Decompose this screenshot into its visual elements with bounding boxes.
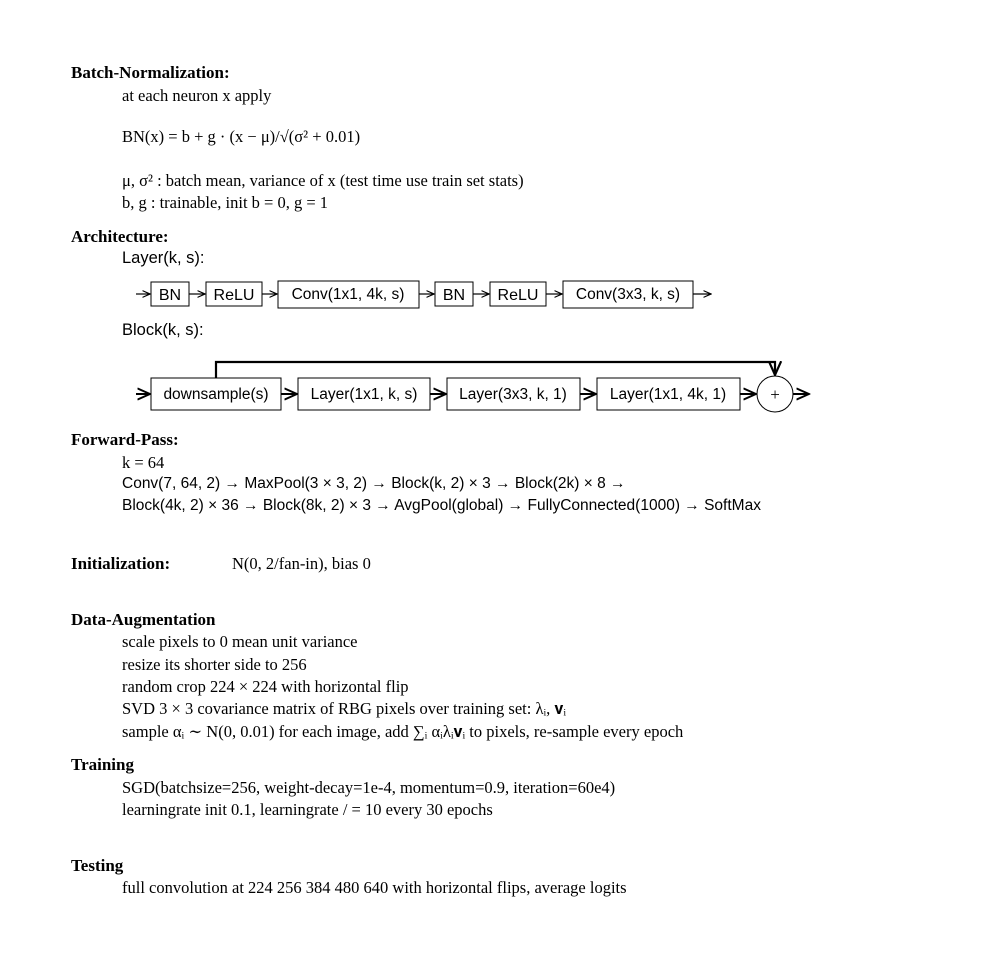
layer-box-label-relu-1: ReLU bbox=[213, 287, 255, 304]
layer-diagram bbox=[136, 281, 711, 308]
augmentation-line: SVD 3 × 3 covariance matrix of RBG pixels over training set: λᵢ, 𝐯ᵢ bbox=[122, 699, 567, 718]
augmentation-heading: Data-Augmentation bbox=[71, 610, 216, 629]
layer-box-label-bn-1: BN bbox=[158, 287, 182, 304]
augmentation-line: resize its shorter side to 256 bbox=[122, 655, 307, 674]
block-def-label: Block(k, s): bbox=[122, 321, 204, 339]
block-skip-connection bbox=[216, 362, 775, 378]
training-heading: Training bbox=[71, 755, 134, 774]
block-box-label-layer3: Layer(1x1, 4k, 1) bbox=[609, 386, 727, 403]
training-line: learningrate init 0.1, learningrate / = 10 every 30 epochs bbox=[122, 800, 493, 819]
forward-line3: Block(4k, 2) × 36 → Block(8k, 2) × 3 → AvgPool(global) → FullyConnected(1000) → SoftMax bbox=[122, 497, 761, 514]
layer-box-label-relu-2: ReLU bbox=[497, 287, 539, 304]
block-box-label-layer2: Layer(3x3, k, 1) bbox=[459, 386, 567, 403]
architecture-heading: Architecture: bbox=[71, 227, 169, 246]
initialization-value: N(0, 2/fan-in), bias 0 bbox=[232, 554, 371, 573]
augmentation-line: scale pixels to 0 mean unit variance bbox=[122, 632, 358, 651]
block-diagram bbox=[136, 362, 809, 412]
layer-def-label: Layer(k, s): bbox=[122, 249, 205, 267]
layer-box-label-conv3x3: Conv(3x3, k, s) bbox=[575, 286, 681, 303]
augmentation-line: random crop 224 × 224 with horizontal flip bbox=[122, 677, 409, 696]
layer-box-label-conv1x1: Conv(1x1, 4k, s) bbox=[291, 286, 405, 303]
initialization-heading: Initialization: bbox=[71, 554, 171, 573]
batchnorm-line2: μ, σ² : batch mean, variance of x (test time use train set stats) bbox=[122, 171, 524, 190]
testing-heading: Testing bbox=[71, 856, 124, 875]
batchnorm-formula: BN(x) = b + g · (x − μ)/√(σ² + 0.01) bbox=[122, 127, 361, 146]
block-box-label-layer1: Layer(1x1, k, s) bbox=[310, 386, 418, 403]
block-box-label-downsample: downsample(s) bbox=[163, 386, 269, 403]
batchnorm-line3: b, g : trainable, init b = 0, g = 1 bbox=[122, 193, 329, 212]
forward-line1: k = 64 bbox=[122, 453, 165, 472]
testing-line: full convolution at 224 256 384 480 640 with horizontal flips, average logits bbox=[122, 878, 627, 897]
training-line: SGD(batchsize=256, weight-decay=1e-4, momentum=0.9, iteration=60e4) bbox=[122, 778, 616, 797]
batchnorm-line1: at each neuron x apply bbox=[122, 86, 272, 105]
batchnorm-heading: Batch-Normalization: bbox=[71, 63, 230, 82]
layer-box-label-bn-2: BN bbox=[442, 287, 466, 304]
forward-line2: Conv(7, 64, 2) → MaxPool(3 × 3, 2) → Block(k, 2) × 3 → Block(2k) × 8 → bbox=[122, 475, 626, 492]
forward-heading: Forward-Pass: bbox=[71, 430, 179, 449]
block-sum-symbol: + bbox=[770, 385, 780, 404]
augmentation-line: sample αᵢ ∼ N(0, 0.01) for each image, add ∑ᵢ αᵢλᵢ𝐯ᵢ to pixels, re-sample every epoch bbox=[122, 722, 684, 741]
